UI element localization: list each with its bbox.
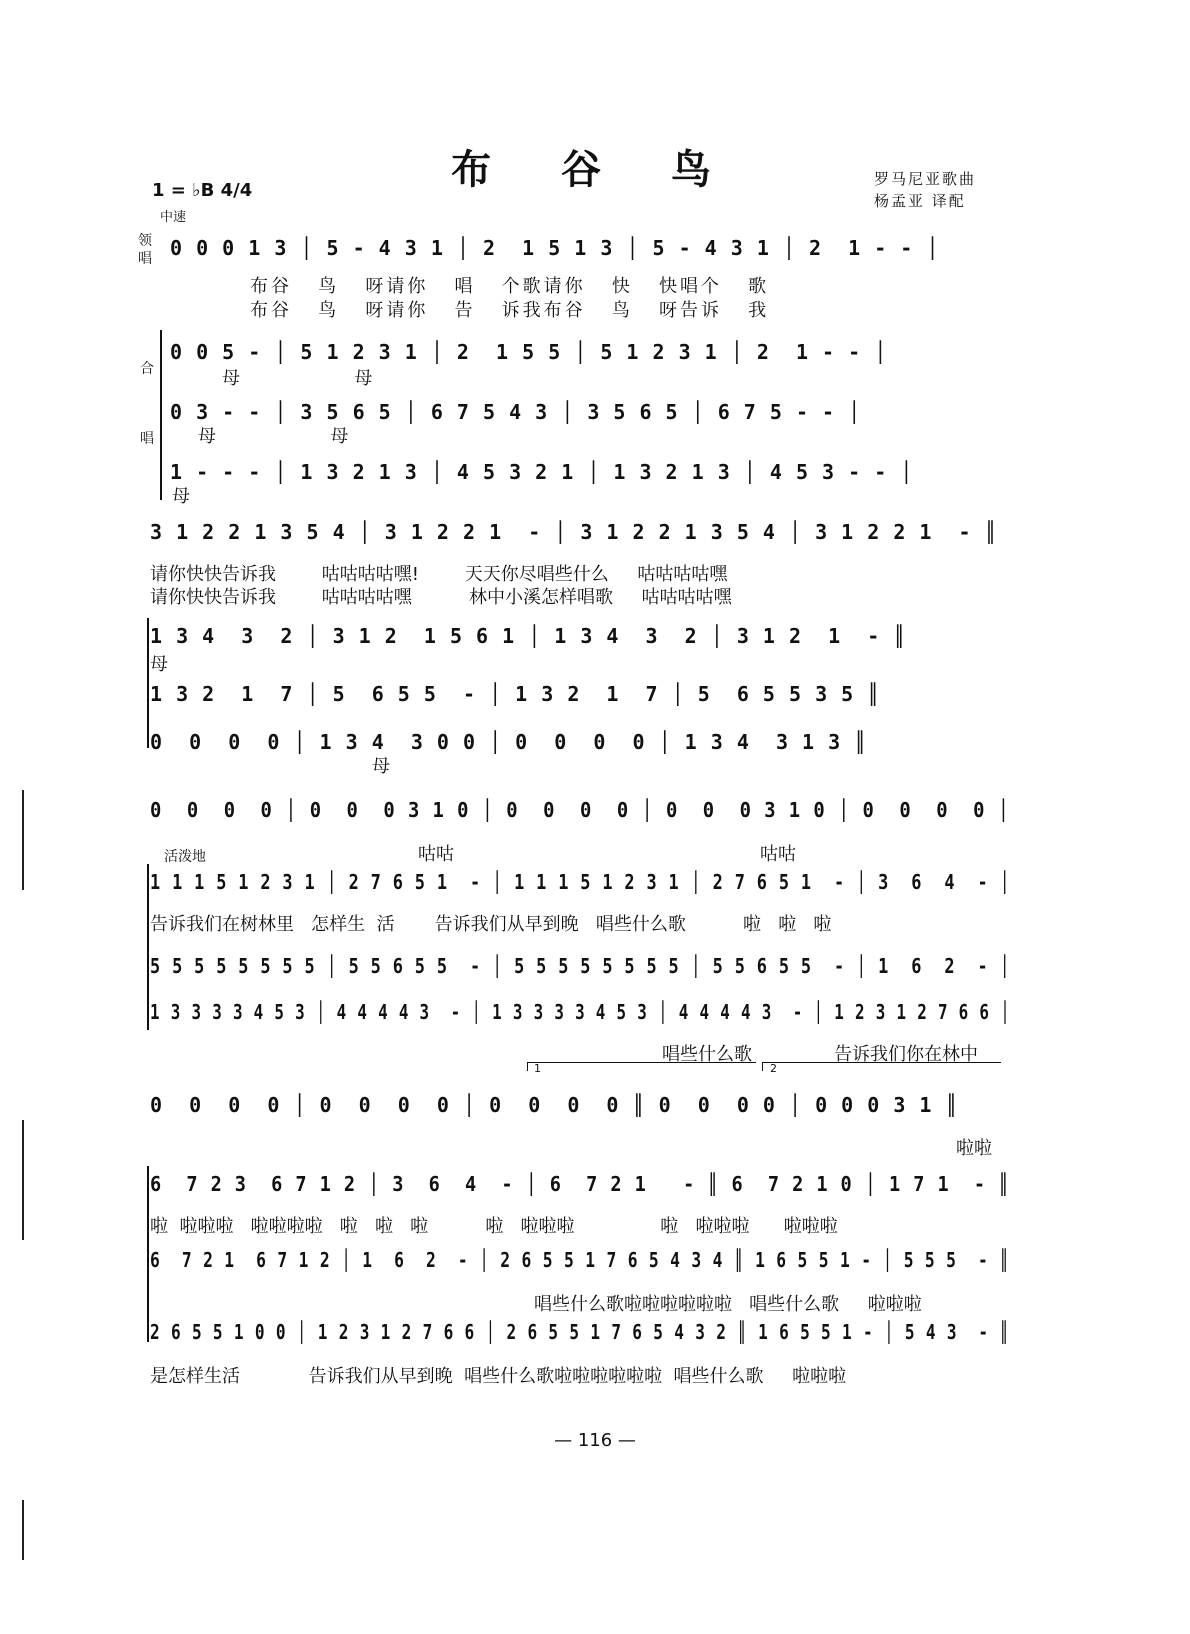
choir-part3-lyric: 是怎样生活 告诉我们从早到晚 唱些什么歌啦啦啦啦啦啦 唱些什么歌 啦啦啦 [150, 1366, 847, 1387]
top-voice-lyric: 咕咕 [760, 844, 796, 865]
key-signature: 1 = ♭B 4/4 [152, 180, 253, 201]
lead-notation: 0 0 0 1 3 │ 5 - 4 3 1 │ 2 1 5 1 3 │ 5 - 4 3 1 │ 2 1 - - │ [170, 236, 940, 260]
choir-part3: 1 3 3 3 3 4 5 3 │ 4 4 4 4 3 - │ 1 3 3 3 3 4 5 3 │ 4 4 4 4 3 - │ 1 2 3 1 2 7 6 6 │ [150, 1000, 1011, 1024]
choir-part2: 0 3 - - │ 3 5 6 5 │ 6 7 5 4 3 │ 3 5 6 5 │ 6 7 5 - - │ [170, 400, 862, 424]
choir-bracket [160, 330, 162, 500]
style-marking: 活泼地 [164, 849, 206, 865]
choir-bracket [147, 864, 149, 1030]
choir-part1: 0 0 5 - │ 5 1 2 3 1 │ 2 1 5 5 │ 5 1 2 3 1 │ 2 1 - - │ [170, 340, 888, 364]
choir-part1-syllables: 母 母 [222, 368, 373, 389]
choir-part1-syllables: 母 [150, 654, 168, 675]
lyric-verse2: 布谷 鸟 呀请你 告 诉我布谷 鸟 呀告诉 我 [250, 300, 770, 321]
lyric-verse1: 请你快快告诉我 咕咕咕咕嘿! 天天你尽唱些什么 咕咕咕咕嘿 [150, 564, 728, 585]
choir-bracket [147, 1166, 149, 1342]
choir-part2: 6 7 2 1 6 7 1 2 │ 1 6 2 - │ 2 6 5 5 1 7 6 5 4 3 4 ║ 1 6 5 5 1 - │ 5 5 5 - ║ [150, 1248, 1010, 1272]
volta-number-1: 1 [534, 1062, 541, 1075]
top-voice-lyric: 啦啦 [956, 1138, 992, 1159]
choir-part3-syllables: 母 [172, 486, 190, 507]
tempo-marking: 中速 [160, 210, 187, 225]
margin-line [22, 1120, 24, 1240]
margin-line [22, 1500, 24, 1560]
choir-part3: 0 0 0 0 │ 1 3 4 3 0 0 │ 0 0 0 0 │ 1 3 4 3 1 3 ║ [150, 730, 868, 754]
choir-part2: 5 5 5 5 5 5 5 5 │ 5 5 6 5 5 - │ 5 5 5 5 5 5 5 5 │ 5 5 6 5 5 - │ 1 6 2 - │ [150, 954, 1011, 978]
top-voice-notation: 0 0 0 0 │ 0 0 0 3 1 0 │ 0 0 0 0 │ 0 0 0 3 1 0 │ 0 0 0 0 │ [150, 798, 1010, 822]
lyric-verse1: 布谷 鸟 呀请你 唱 个歌请你 快 快唱个 歌 [250, 276, 770, 297]
choir-label-he: 合 [140, 361, 154, 377]
volta-number-2: 2 [770, 1062, 777, 1075]
lead-notation: 1 1 1 5 1 2 3 1 │ 2 7 6 5 1 - │ 1 1 1 5 1 2 3 1 │ 2 7 6 5 1 - │ 3 6 4 - │ [150, 870, 1011, 894]
volta-lyric: 唱些什么歌 [662, 1044, 752, 1065]
lead-notation: 3 1 2 2 1 3 5 4 │ 3 1 2 2 1 - │ 3 1 2 2 1 3 5 4 │ 3 1 2 2 1 - ║ [150, 520, 998, 544]
lead-notation: 6 7 2 3 6 7 1 2 │ 3 6 4 - │ 6 7 2 1 - ║ 6 7 2 1 0 │ 1 7 1 - ║ [150, 1172, 1011, 1196]
choir-part3: 1 - - - │ 1 3 2 1 3 │ 4 5 3 2 1 │ 1 3 2 1 3 │ 4 5 3 - - │ [170, 460, 914, 484]
lyric-line: 告诉我们在树林里 怎样生 活 告诉我们从早到晚 唱些什么歌 啦 啦 啦 [150, 914, 832, 935]
lead-label: 领唱 [138, 233, 152, 267]
choir-bracket [147, 618, 149, 748]
top-voice-notation: 0 0 0 0 │ 0 0 0 0 │ 0 0 0 0 ║ 0 0 0 0 │ 0 0 0 3 1 ║ [150, 1093, 959, 1117]
choir-part2: 1 3 2 1 7 │ 5 6 5 5 - │ 1 3 2 1 7 │ 5 6 5 5 3 5 ║ [150, 682, 881, 706]
arranger-credit: 杨孟亚 译配 [874, 192, 966, 210]
lyric-line: 啦 啦啦啦 啦啦啦啦 啦 啦 啦 啦 啦啦啦 啦 啦啦啦 啦啦啦 [150, 1216, 838, 1237]
song-title: 布 谷 鸟 [451, 147, 739, 193]
choir-part1: 1 3 4 3 2 │ 3 1 2 1 5 6 1 │ 1 3 4 3 2 │ 3 1 2 1 - ║ [150, 624, 907, 648]
top-voice-lyric: 咕咕 [418, 844, 454, 865]
choir-part2-syllables: 母 母 [198, 426, 349, 447]
margin-line [22, 790, 24, 890]
choir-part3-syllables: 母 [372, 756, 390, 777]
choir-part3: 2 6 5 5 1 0 0 │ 1 2 3 1 2 7 6 6 │ 2 6 5 5 1 7 6 5 4 3 2 ║ 1 6 5 5 1 - │ 5 4 3 - ║ [150, 1320, 1010, 1344]
lyric-verse2: 请你快快告诉我 咕咕咕咕嘿 林中小溪怎样唱歌 咕咕咕咕嘿 [150, 587, 732, 608]
choir-part2-lyric: 唱些什么歌啦啦啦啦啦啦 唱些什么歌 啦啦啦 [534, 1294, 922, 1315]
page-number: — 116 — [554, 1430, 636, 1451]
volta-lyric: 告诉我们你在林中 [834, 1044, 978, 1065]
origin-credit: 罗马尼亚歌曲 [874, 170, 977, 188]
choir-label-chang: 唱 [140, 431, 154, 447]
